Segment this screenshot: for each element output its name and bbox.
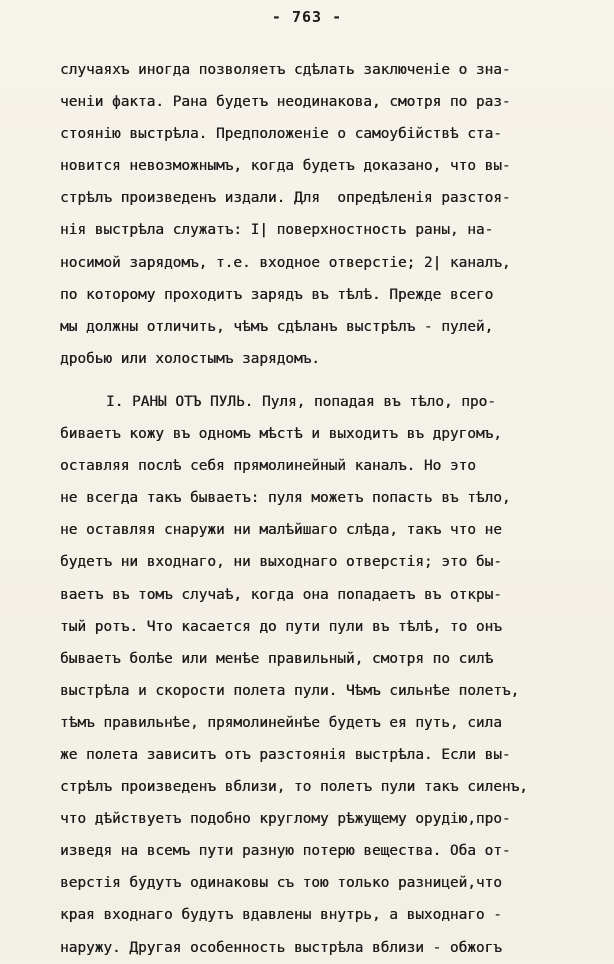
text-line: выстрѣла и скорости полета пули. Чѣмъ сильнѣе полетъ, (60, 682, 520, 699)
text-line: мы должны отличить, чѣмъ сдѣланъ выстрѣлъ - пулей, (60, 318, 494, 335)
text-line: что дѣйствуетъ подобно круглому рѣжущему орудію,про- (60, 811, 511, 828)
section-heading-line: I. РАНЫ ОТЪ ПУЛЬ. Пуля, попадая въ тѣло, про- (106, 393, 496, 410)
page-number: - 763 - (271, 8, 343, 26)
text-line: оставляя послѣ себя прямолинейный каналъ. Но это (60, 458, 476, 475)
text-line: не оставляя снаружи ни малѣйшаго слѣда, такъ что не (60, 522, 502, 539)
text-line: стоянію выстрѣла. Предположеніе о самоубійствѣ ста- (60, 126, 502, 143)
text-line: будетъ ни входнаго, ни выходнаго отверстія; это бы- (60, 554, 502, 571)
text-line: бываетъ болѣе или менѣе правильный, смотря по силѣ (60, 650, 494, 667)
text-line: случаяхъ иногда позволяетъ сдѣлать заключеніе о зна- (60, 62, 511, 78)
text-line: ваетъ въ томъ случаѣ, когда она попадаетъ въ откры- (60, 586, 502, 603)
text-line: наружу. Другая особенность выстрѣла вблизи - обжогъ (60, 939, 502, 956)
text-line: биваетъ кожу въ одномъ мѣстѣ и выходитъ въ другомъ, (60, 426, 502, 443)
text-line: верстія будутъ одинаковы съ тою только разницей,что (60, 875, 502, 892)
text-line: дробью или холостымъ зарядомъ. (60, 350, 320, 367)
text-line: по которому проходитъ зарядъ въ тѣлѣ. Прежде всего (60, 286, 494, 303)
text-line: края входнаго будутъ вдавлены внутрь, а выходнаго - (60, 907, 502, 924)
text-line: же полета зависитъ отъ разстоянія выстрѣла. Если вы- (60, 746, 511, 763)
text-line: нія выстрѣла служатъ: I| поверхностность раны, на- (60, 222, 494, 239)
text-line: не всегда такъ бываетъ: пуля можетъ попасть въ тѣло, (60, 490, 511, 507)
text-line: ченіи факта. Рана будетъ неодинакова, смотря по раз- (60, 94, 511, 111)
paragraph-1 (60, 54, 560, 375)
text-line: тый ротъ. Что касается до пути пули въ тѣлѣ, то онъ (60, 618, 502, 635)
text-line: стрѣлъ произведенъ вблизи, то полетъ пули такъ силенъ, (60, 779, 528, 796)
paragraph-gap (60, 375, 560, 386)
paragraph-2 (60, 386, 560, 964)
text-line: стрѣлъ произведенъ издали. Для опредѣленія разстоя- (60, 190, 511, 207)
body-text (60, 54, 560, 964)
text-line: тѣмъ правильнѣе, прямолинейнѣе будетъ ея путь, сила (60, 714, 502, 731)
text-line: носимой зарядомъ, т.е. входное отверстіе; 2| каналъ, (60, 254, 511, 271)
text-line: изведя на всемъ пути разную потерю вещества. Оба от- (60, 843, 511, 860)
text-line: новится невозможнымъ, когда будетъ доказано, что вы- (60, 158, 511, 175)
